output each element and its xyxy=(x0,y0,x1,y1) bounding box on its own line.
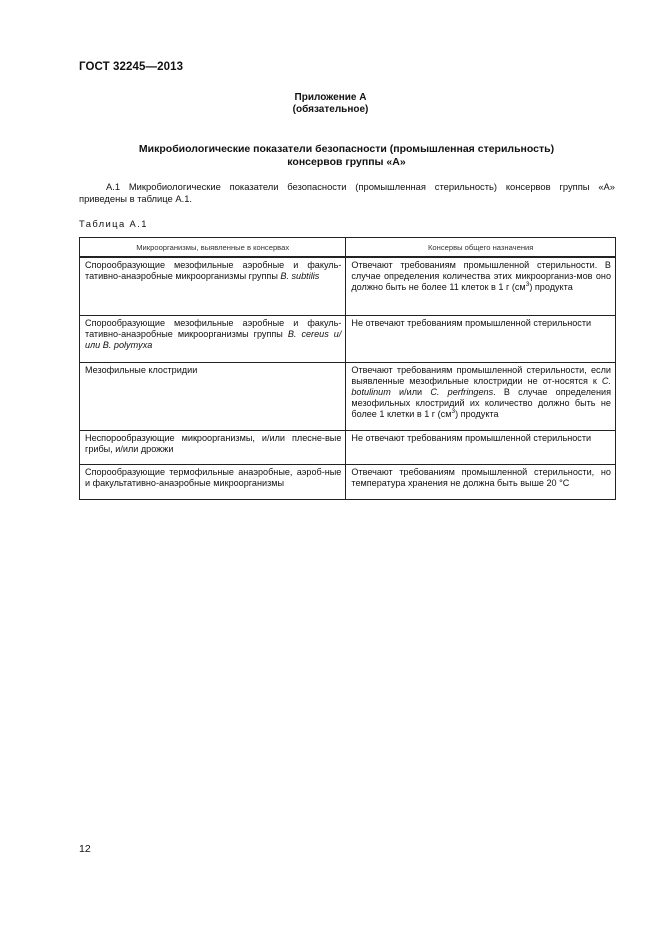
document-code: ГОСТ 32245—2013 xyxy=(79,61,184,73)
table-cell-microorganism: Спорообразующие мезофильные аэробные и факуль-тативно-анаэробные микроорганизмы группы B. subtilis xyxy=(80,257,346,316)
section-title-line1: Микробиологические показатели безопасности (промышленная стерильность) xyxy=(138,143,555,155)
section-title-line2: консервов группы «А» xyxy=(287,156,406,168)
column-header-microorganisms: Микроорганизмы, выявленные в консервах xyxy=(80,238,346,258)
table-row xyxy=(80,363,616,431)
appendix-status: (обязательное) xyxy=(292,104,369,115)
table-row xyxy=(80,257,616,316)
intro-line1: А.1 Микробиологические показатели безопасности (промышленная стерильность) консервов группы «А» xyxy=(106,181,615,192)
section-title xyxy=(0,143,661,169)
table-header-row xyxy=(80,238,616,258)
appendix-title: Приложение А xyxy=(294,92,367,103)
table-caption: Таблица А.1 xyxy=(79,218,148,229)
table-cell-microorganism: Спорообразующие термофильные анаэробные, аэроб-ные и факультативно-анаэробные микроорганизмы xyxy=(80,465,346,500)
table-cell-requirement: Не отвечают требованиям промышленной стерильности xyxy=(346,431,616,465)
table-cell-requirement: Отвечают требованиям промышленной стерильности, но температура хранения не должна быть выше 20 °С xyxy=(346,465,616,500)
page-number: 12 xyxy=(79,843,91,855)
table-row xyxy=(80,465,616,500)
table-cell-requirement: Отвечают требованиям промышленной стерильности, если выявленные мезофильные клостридии не от-носятся к C. botulinum и/или C. perfringens. В случае определения мезофильных клостридий их количество должно быть не более 1 клетки в 1 г $(см^3)$ продукта xyxy=(346,363,616,431)
table-row xyxy=(80,316,616,363)
table-cell-microorganism: Неспорообразующие микроорганизмы, и/или плесне-вые грибы, и/или дрожжи xyxy=(80,431,346,465)
table-cell-requirement: Отвечают требованиям промышленной стерильности. В случае определения количества этих микроорганиз-мов оно должно быть не более 11 клеток в 1 г $(см^3)$ продукта xyxy=(346,257,616,316)
intro-paragraph xyxy=(79,181,615,205)
table-cell-requirement: Не отвечают требованиям промышленной стерильности xyxy=(346,316,616,363)
intro-line2: приведены в таблице А.1. xyxy=(79,193,193,204)
microbiology-table xyxy=(79,237,616,500)
table-cell-microorganism: Спорообразующие мезофильные аэробные и факуль-тативно-анаэробные микроорганизмы группы B. cereus и/или B. polymyxa xyxy=(80,316,346,363)
table-cell-microorganism: Мезофильные клостридии xyxy=(80,363,346,431)
appendix-heading xyxy=(0,92,661,116)
table-row xyxy=(80,431,616,465)
column-header-general-canned: Консервы общего назначения xyxy=(346,238,616,258)
